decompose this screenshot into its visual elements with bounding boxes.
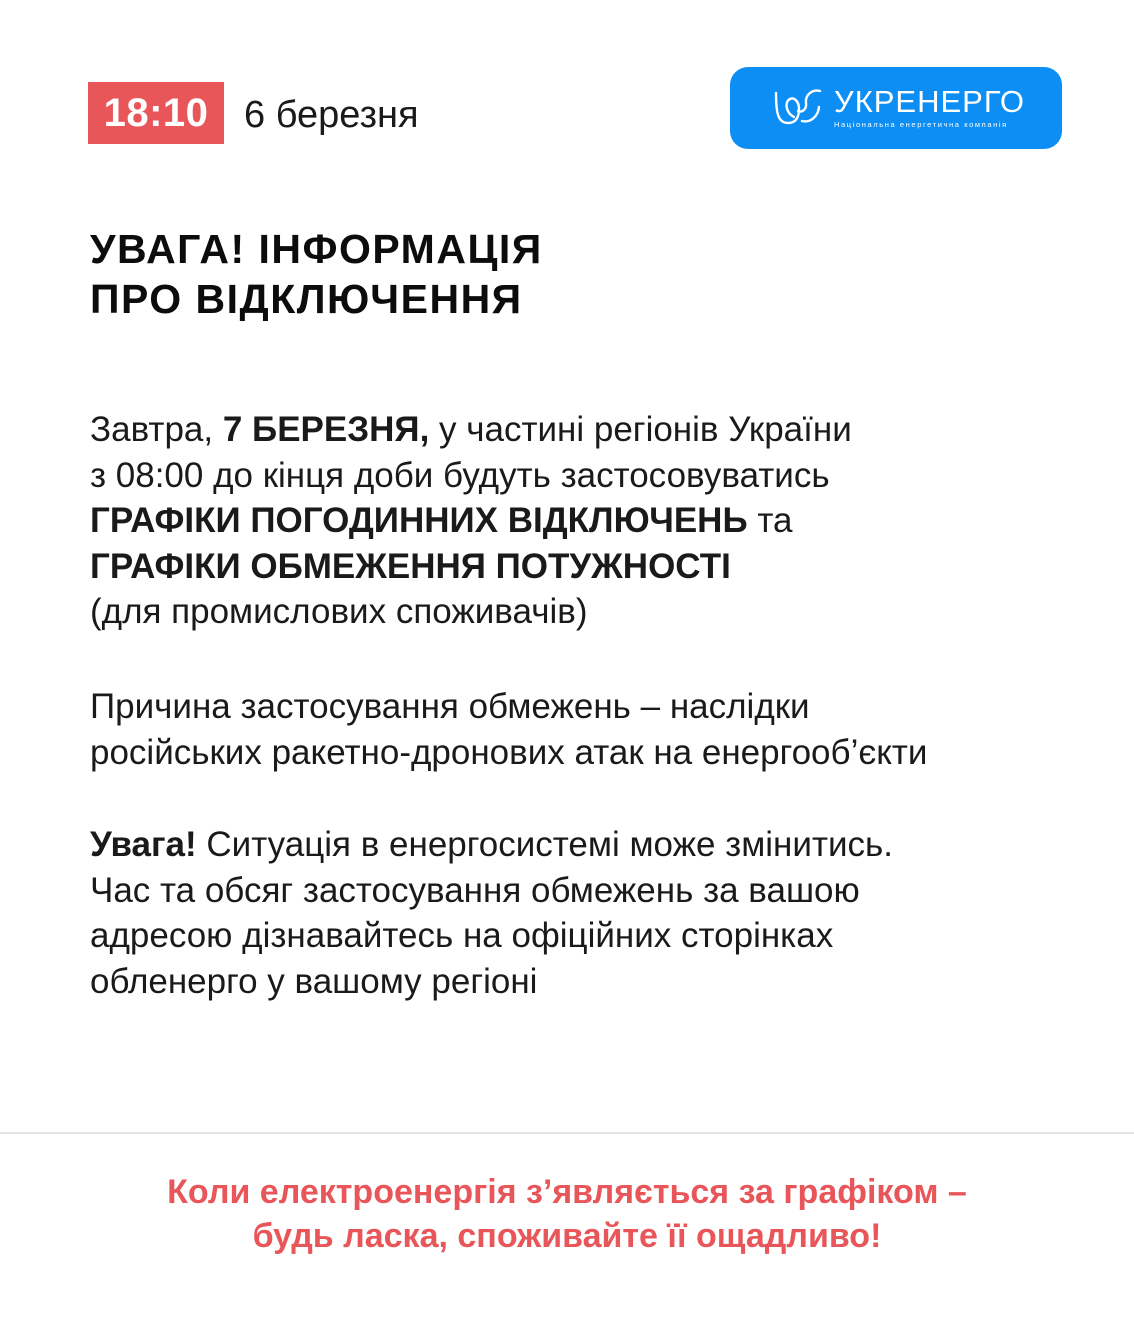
divider: [0, 1132, 1134, 1134]
text-line: обленерго у вашому регіоні: [90, 961, 538, 1001]
title-line: УВАГА! ІНФОРМАЦІЯ: [90, 226, 543, 272]
date-label: 6 березня: [244, 94, 419, 136]
text-line: Час та обсяг застосування обмежень за вашою: [90, 870, 860, 910]
footer-line: Коли електроенергія з’являється за графіком –: [167, 1173, 967, 1211]
text-line: (для промислових споживачів): [90, 592, 588, 631]
text-segment: та: [747, 501, 793, 540]
text-segment: Завтра,: [90, 410, 223, 449]
time-badge: 18:10: [88, 82, 224, 144]
footer-message: [0, 1170, 1134, 1258]
logo-subtitle: Національна енергетична компанія: [834, 120, 1008, 129]
text-line: адресою дізнавайтесь на офіційних сторінках: [90, 916, 834, 955]
warning-paragraph: [90, 822, 893, 1004]
text-line: [90, 407, 852, 453]
text-line: Причина застосування обмежень – наслідки: [90, 687, 810, 726]
text-line: з 08:00 до кінця доби будуть застосовуватись: [90, 455, 830, 495]
text-segment: у частині регіонів України: [429, 410, 852, 449]
text-line: [90, 822, 893, 868]
text-line: [90, 498, 852, 544]
footer-line: будь ласка, споживайте її ощадливо!: [252, 1217, 882, 1255]
date-highlight: 7 БЕРЕЗНЯ,: [222, 410, 430, 449]
ukrenergo-logo: [730, 67, 1062, 149]
logo-name: УКРЕНЕРГО: [834, 84, 1026, 119]
ukrenergo-logo-icon: [772, 87, 824, 129]
schedule-highlight: ГРАФІКИ ПОГОДИННИХ ВІДКЛЮЧЕНЬ: [90, 501, 748, 540]
schedule-highlight: ГРАФІКИ ОБМЕЖЕННЯ ПОТУЖНОСТІ: [90, 546, 731, 586]
text-line: російських ракетно-дронових атак на енергооб’єкти: [90, 732, 928, 772]
page-title: [90, 224, 543, 324]
text-segment: Ситуація в енергосистемі може змінитись.: [196, 825, 893, 864]
title-line: ПРО ВІДКЛЮЧЕННЯ: [90, 276, 523, 322]
warning-label: Увага!: [90, 825, 197, 864]
reason-paragraph: [90, 684, 928, 775]
announcement-paragraph: [90, 407, 852, 635]
